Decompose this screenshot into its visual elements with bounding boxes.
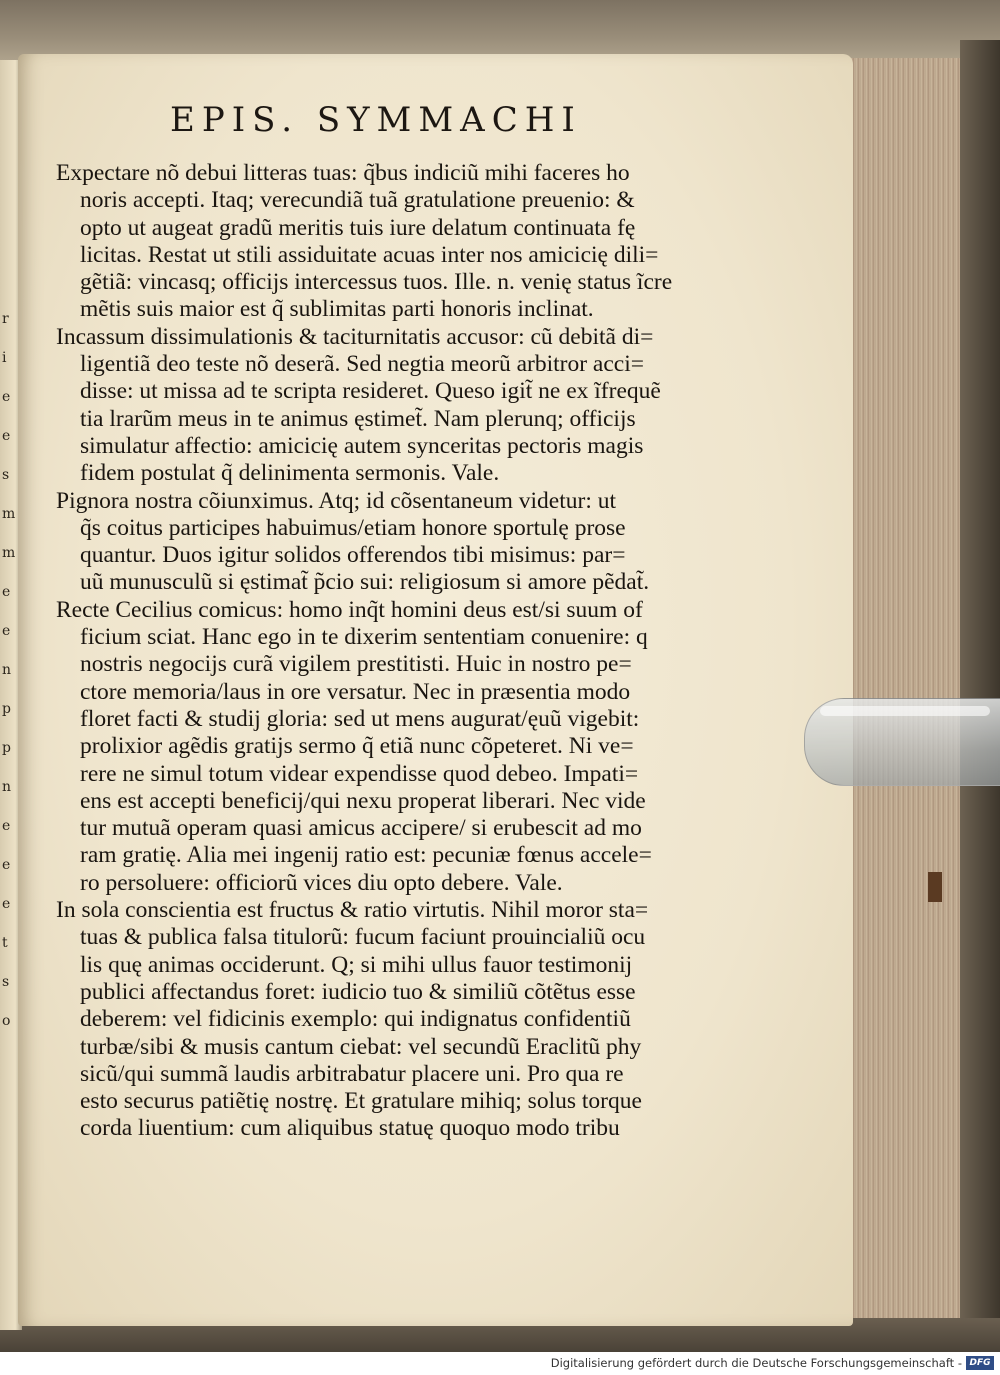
text-line: Recte Cecilius comicus: homo inq̃t homini deus est/si suum of bbox=[56, 596, 643, 623]
text-line: q̃s coitus participes habuimus/etiam honore sportulę prose bbox=[80, 514, 626, 541]
text-line: Incassum dissimulationis & taciturnitatis accusor: cũ debitã di= bbox=[56, 323, 654, 350]
left-page-margin-text bbox=[2, 300, 18, 1041]
text-line: corda liuentium: cum aliquibus statuę quoquo modo tribu bbox=[80, 1115, 620, 1142]
margin-letter: e bbox=[2, 623, 11, 639]
text-line: ficium sciat. Hanc ego in te dixerim sententiam conuenire: q bbox=[80, 624, 648, 651]
text-line: licitas. Restat ut stili assiduitate acuas inter nos amicicię dili= bbox=[80, 241, 659, 268]
margin-letter: s bbox=[2, 974, 10, 990]
text-line: opto ut augeat gradũ meritis tuis iure delatum continuata fę bbox=[80, 214, 636, 241]
text-line: disse: ut missa ad te scripta resideret. Queso igit̃ ne ex ĩfrequẽ bbox=[80, 378, 661, 405]
text-line: ligentiã deo teste nõ deserã. Sed negtia meorũ arbitror acci= bbox=[80, 351, 644, 378]
margin-letter: i bbox=[2, 350, 7, 366]
text-line: uũ munusculũ si ęstimat̃ p̃cio sui: religiosum si amore pẽdat̃. bbox=[80, 569, 650, 596]
text-line: deberem: vel fidicinis exemplo: qui indignatus confidentiũ bbox=[80, 1006, 631, 1033]
text-line: ctore memoria/laus in ore versatur. Nec in præsentia modo bbox=[80, 678, 631, 705]
text-line: tur mutuã operam quasi amicus accipere/ si erubescit ad mo bbox=[80, 815, 642, 842]
funding-credit: Digitalisierung gefördert durch die Deutsche Forschungsgemeinschaft - bbox=[550, 1356, 962, 1370]
margin-letter: r bbox=[2, 311, 9, 327]
margin-letter: e bbox=[2, 389, 11, 405]
text-line: turbæ/sibi & musis cantum ciebat: vel secundũ Eraclitũ phy bbox=[80, 1033, 642, 1060]
text-line: ram gratię. Alia mei ingenij ratio est: pecuniæ fœnus accele= bbox=[80, 842, 652, 869]
book-cover-right bbox=[960, 40, 1000, 1330]
margin-letter: e bbox=[2, 818, 11, 834]
margin-letter: m bbox=[2, 545, 16, 561]
text-line: tuas & publica falsa titulorũ: fucum faciunt prouincialiũ ocu bbox=[80, 924, 646, 951]
text-line: noris accepti. Itaq; verecundiã tuã gratulatione preuenio: & bbox=[80, 187, 635, 214]
text-line: mẽtis suis maior est q̃ sublimitas parti honoris inclinat. bbox=[80, 296, 594, 323]
text-line: tia lrarũm meus in te animus ęstimet̃. Nam plerunq; officijs bbox=[80, 405, 636, 432]
margin-letter: n bbox=[2, 662, 12, 678]
text-line: fidem postulat q̃ delinimenta sermonis. Vale. bbox=[80, 460, 500, 487]
footer-bar bbox=[0, 1352, 1000, 1375]
margin-letter: e bbox=[2, 857, 11, 873]
text-line: nostris negocijs curã vigilem prestitisti. Huic in nostro pe= bbox=[80, 651, 632, 678]
text-line: esto securus patiẽtię nostrę. Et gratulare mihiq; solus torque bbox=[80, 1088, 642, 1115]
text-line: rere ne simul totum videar expendisse quod debeo. Impati= bbox=[80, 760, 639, 787]
text-line: gẽtiã: vincasq; officijs intercessus tuos. Ille. n. venię status ĩcre bbox=[80, 269, 673, 296]
bookmark-ribbon bbox=[928, 872, 942, 902]
margin-letter: s bbox=[2, 467, 10, 483]
text-line: floret facti & studij gloria: sed ut mens augurat/ęuũ vigebit: bbox=[80, 705, 640, 732]
margin-letter: p bbox=[2, 701, 11, 717]
margin-letter: m bbox=[2, 506, 16, 522]
text-line: Pignora nostra cõiunximus. Atq; id cõsentaneum videtur: ut bbox=[56, 487, 617, 514]
text-line: prolixior agẽdis gratijs sermo q̃ etiã nunc cõpeteret. Ni ve= bbox=[80, 733, 634, 760]
text-line: In sola conscientia est fructus & ratio virtutis. Nihil moror sta= bbox=[56, 897, 649, 924]
text-line: simulatur affectio: amicicię autem synceritas pectoris magis bbox=[80, 432, 644, 459]
text-line: quantur. Duos igitur solidos offerendos tibi misimus: par= bbox=[80, 542, 626, 569]
margin-letter: e bbox=[2, 896, 11, 912]
running-head: EPIS. SYMMACHI bbox=[170, 100, 582, 140]
dfg-logo: DFG bbox=[966, 1356, 994, 1370]
page-fore-edge bbox=[840, 58, 975, 1328]
text-line: ro persoluere: officiorũ vices diu opto debere. Vale. bbox=[80, 869, 563, 896]
body-text bbox=[56, 160, 716, 1143]
clip-highlight bbox=[820, 706, 990, 716]
margin-letter: e bbox=[2, 584, 11, 600]
margin-letter: o bbox=[2, 1013, 11, 1029]
margin-letter: n bbox=[2, 779, 12, 795]
margin-letter: e bbox=[2, 428, 11, 444]
text-line: sicũ/qui summã laudis arbitrabatur placere uni. Pro qua re bbox=[80, 1060, 624, 1087]
text-line: lis quę animas occiderunt. Q; si mihi ullus fauor testimonij bbox=[80, 951, 633, 978]
margin-letter: p bbox=[2, 740, 11, 756]
margin-letter: t bbox=[2, 935, 8, 951]
text-line: Expectare nõ debui litteras tuas: q̃bus indiciũ mihi faceres ho bbox=[56, 160, 630, 186]
text-line: publici affectandus foret: iudicio tuo & similiũ cõtẽtus esse bbox=[80, 978, 636, 1005]
text-line: ens est accepti beneficij/qui nexu properat liberari. Nec vide bbox=[80, 787, 646, 814]
